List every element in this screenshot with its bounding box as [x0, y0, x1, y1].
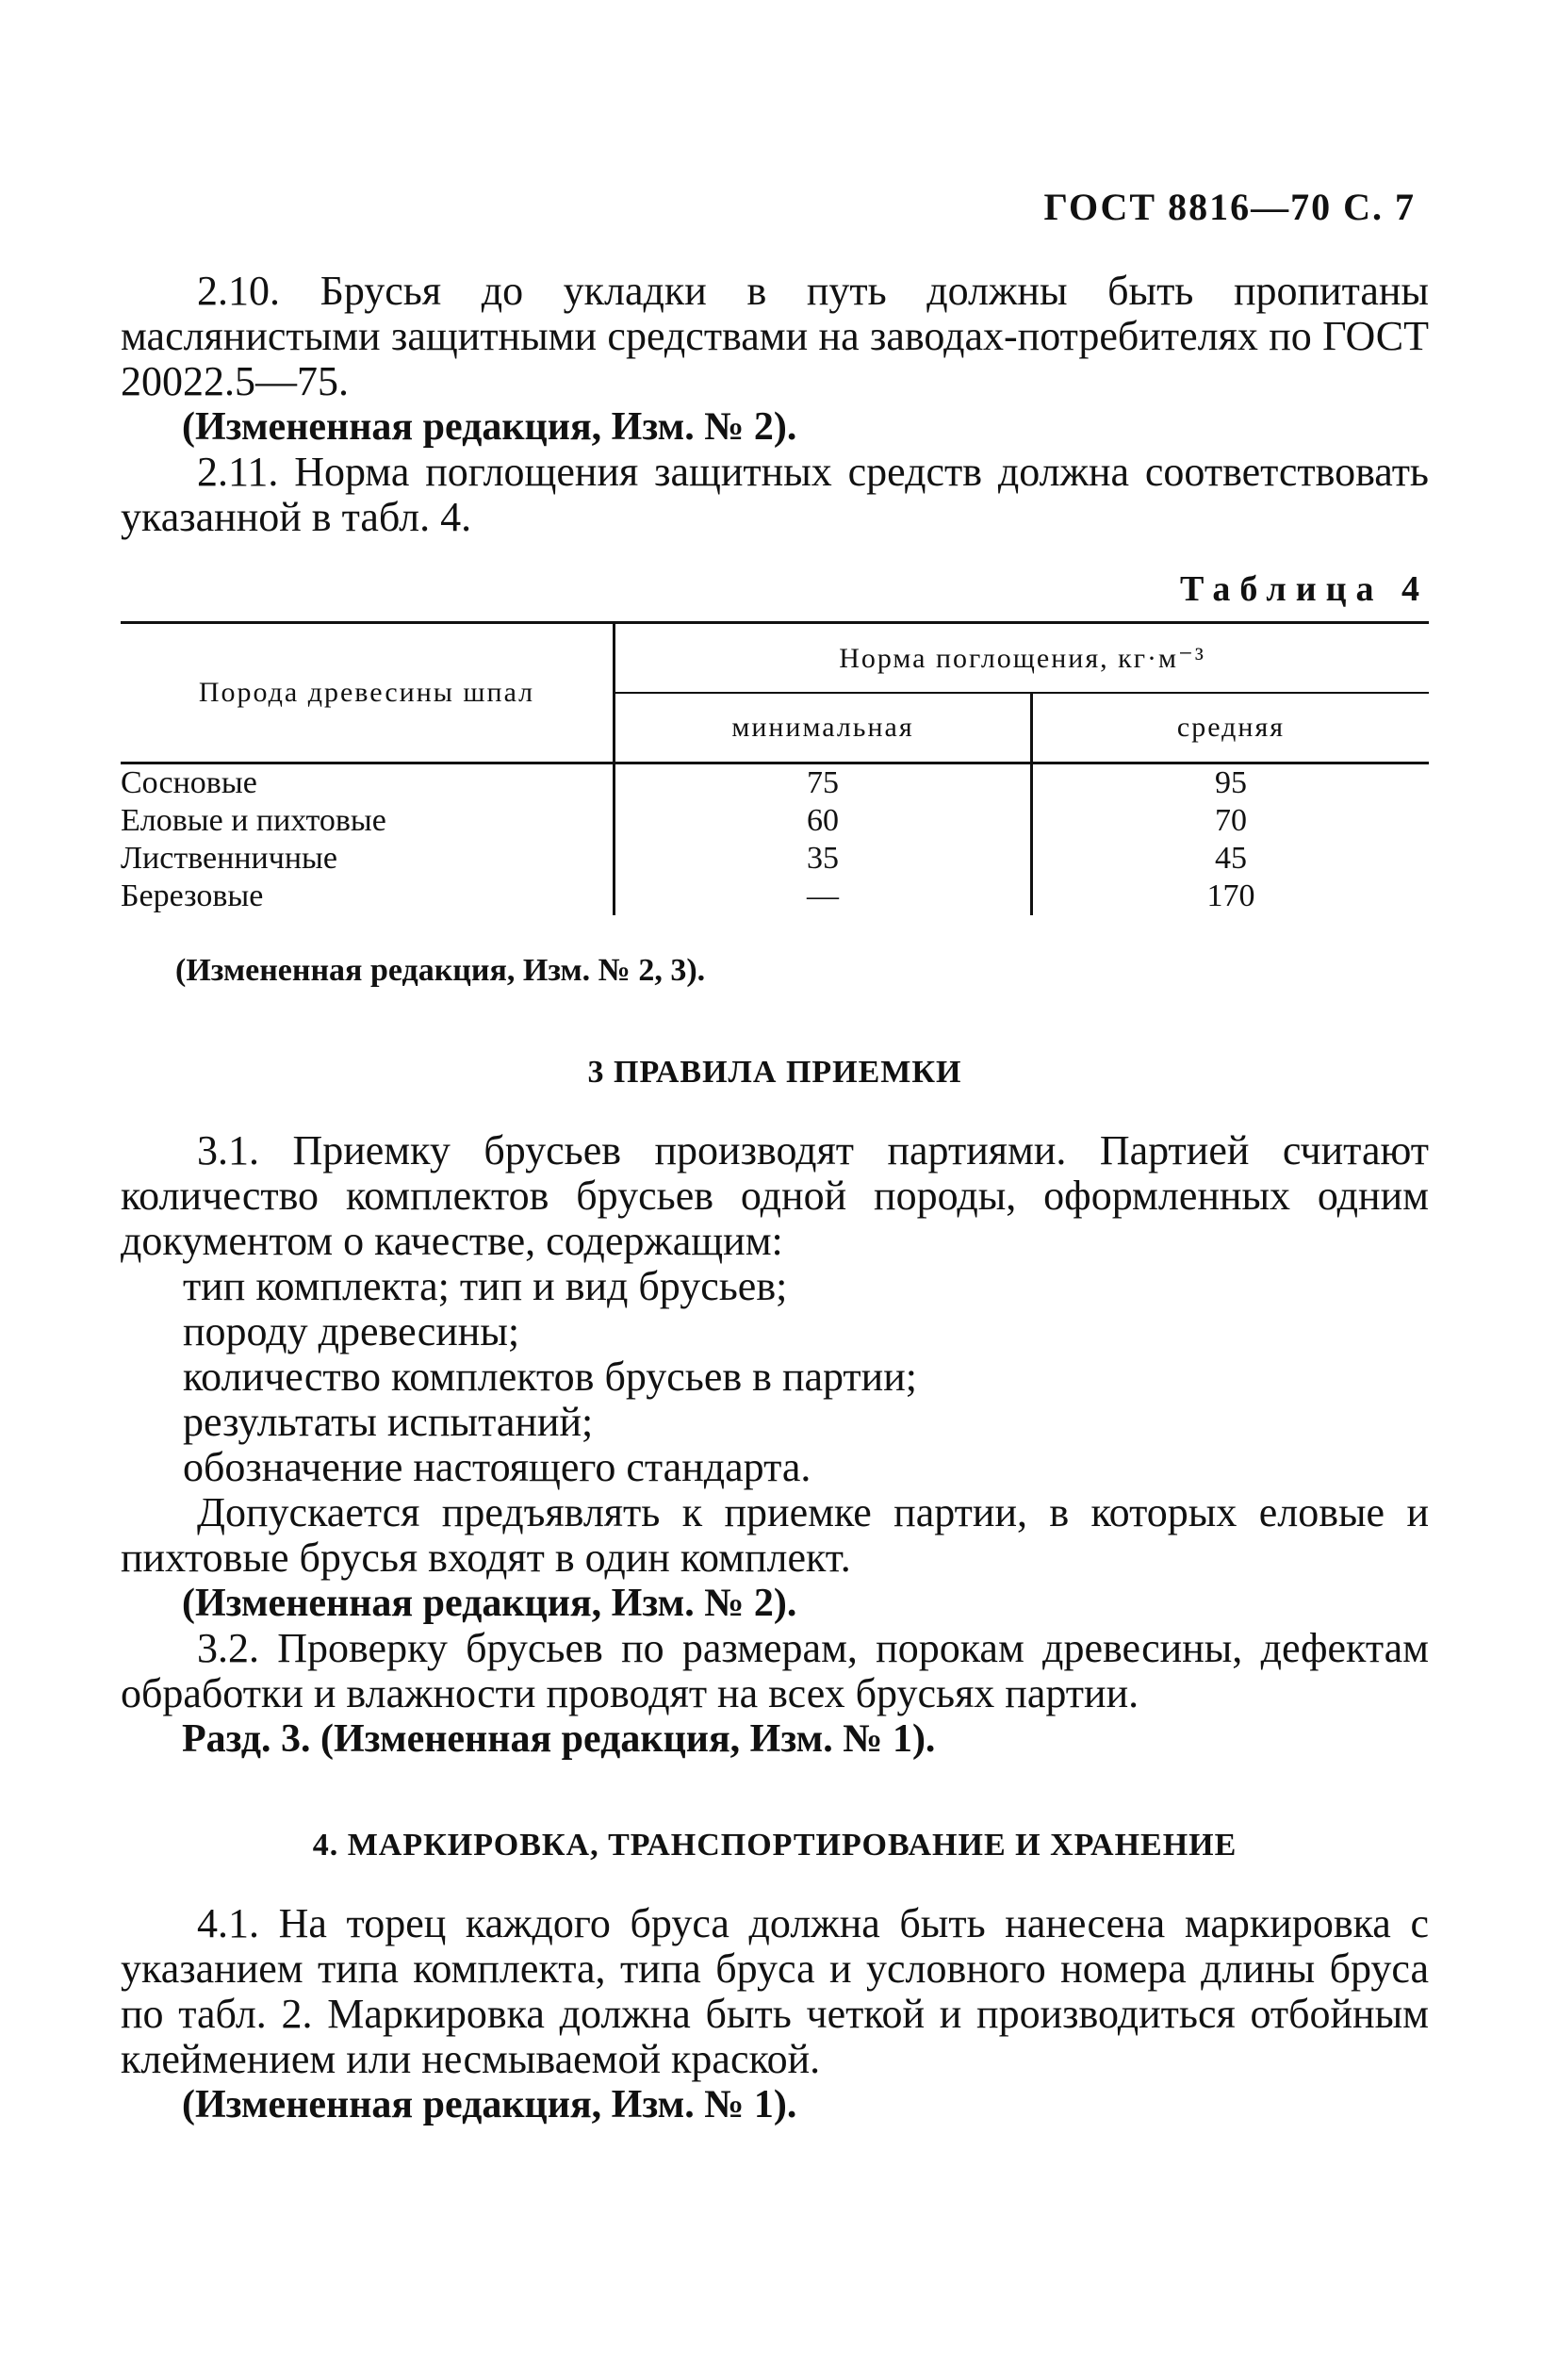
col-header-norm: Норма поглощения, кг·м⁻³	[615, 623, 1430, 694]
document-requirements-list	[121, 1264, 1429, 1490]
cell-min: 75	[615, 763, 1032, 803]
page-content	[121, 269, 1429, 2127]
cell-min: —	[615, 878, 1032, 915]
cell-avg: 70	[1032, 802, 1430, 840]
cell-avg: 170	[1032, 878, 1430, 915]
edit-note: (Измененная редакция, Изм. № 2).	[182, 405, 797, 449]
edit-note: (Измененная редакция, Изм. № 1).	[182, 2083, 797, 2126]
list-item: тип комплекта; тип и вид брусьев;	[183, 1263, 788, 1309]
table-row	[121, 763, 1429, 803]
paragraph-2-11: 2.11. Норма поглощения защитных средств должна соответствовать указанной в табл. 4.	[121, 449, 1429, 540]
col-header-avg: средняя	[1032, 693, 1430, 763]
table-row	[121, 840, 1429, 878]
paragraph-allow: Допускается предъявлять к приемке партии, в которых еловые и пихтовые брусья входят в один комплект.	[121, 1489, 1429, 1581]
list-item: обозначение настоящего стандарта.	[183, 1444, 811, 1490]
paragraph-3-1: 3.1. Приемку брусьев производят партиями. Партией считают количество комплектов брусьев одной породы, оформленных одним документом о качестве, содержащим:	[121, 1127, 1429, 1264]
cell-species: Лиственничные	[121, 841, 337, 876]
table-row	[121, 802, 1429, 840]
cell-min: 35	[615, 840, 1032, 878]
paragraph-3-2: 3.2. Проверку брусьев по размерам, порокам древесины, дефектам обработки и влажности проводят на всех брусьях партии.	[121, 1625, 1429, 1716]
cell-avg: 45	[1032, 840, 1430, 878]
table-row	[121, 878, 1429, 915]
cell-species: Сосновые	[121, 765, 257, 800]
cell-species: Березовые	[121, 878, 264, 913]
paragraph-2-10: 2.10. Брусья до укладки в путь должны быть пропитаны маслянистыми защитными средствами на заводах-потребителях по ГОСТ 20022.5—75.	[121, 268, 1429, 404]
absorption-table	[121, 621, 1429, 915]
section-3-title: 3 ПРАВИЛА ПРИЕМКИ	[587, 1055, 962, 1090]
paragraph-4-1: 4.1. На торец каждого бруса должна быть нанесена маркировка с указанием типа комплекта, типа бруса и условного номера длины бруса по табл. 2. Маркировка должна быть четкой и производиться отбойным клеймением или несмываемой краской.	[121, 1900, 1429, 2082]
col-header-species: Порода древесины шпал	[121, 623, 615, 763]
edit-note: Разд. 3. (Измененная редакция, Изм. № 1).	[182, 1717, 936, 1761]
cell-min: 60	[615, 802, 1032, 840]
page-header: ГОСТ 8816—70 С. 7	[1043, 186, 1416, 228]
list-item: количество комплектов брусьев в партии;	[183, 1354, 917, 1400]
col-header-min: минимальная	[615, 693, 1032, 763]
list-item: результаты испытаний;	[183, 1399, 594, 1445]
edit-note: (Измененная редакция, Изм. № 2).	[182, 1582, 797, 1625]
list-item: породу древесины;	[183, 1308, 520, 1354]
cell-species: Еловые и пихтовые	[121, 803, 386, 838]
section-4-title: 4. МАРКИРОВКА, ТРАНСПОРТИРОВАНИЕ И ХРАНЕНИЕ	[312, 1828, 1237, 1863]
table-caption: Таблица 4	[1179, 569, 1429, 609]
table-edit-note: (Измененная редакция, Изм. № 2, 3).	[175, 953, 706, 988]
cell-avg: 95	[1032, 763, 1430, 803]
